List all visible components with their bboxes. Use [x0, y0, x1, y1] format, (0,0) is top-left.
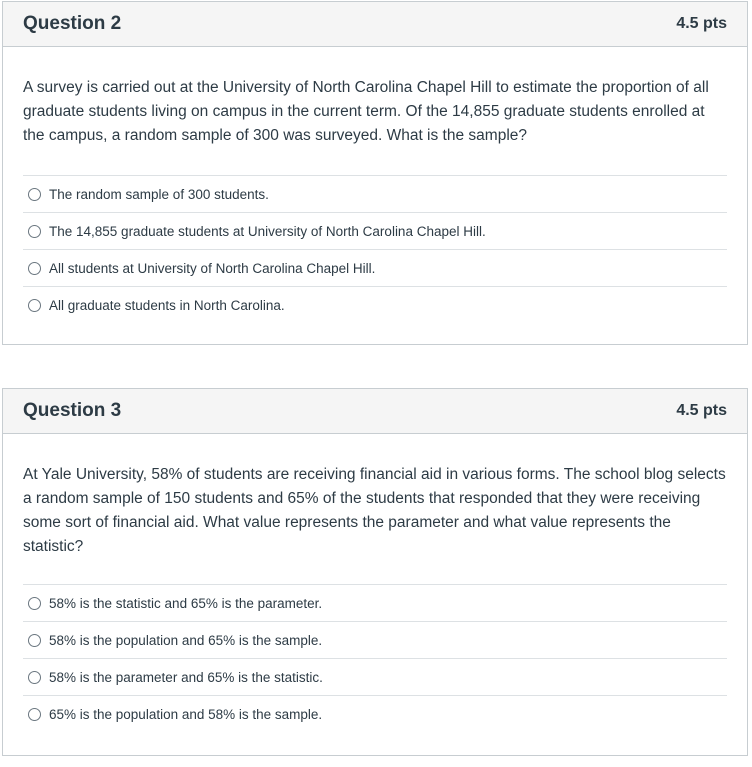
answer-option[interactable]: [23, 176, 727, 213]
answer-option[interactable]: [23, 287, 727, 324]
answer-label[interactable]: All graduate students in North Carolina.: [49, 298, 285, 313]
answer-option[interactable]: [23, 696, 727, 733]
question-points: 4.5 pts: [676, 402, 727, 419]
radio-button[interactable]: [28, 225, 41, 238]
radio-button[interactable]: [28, 299, 41, 312]
question-card-2: [2, 1, 748, 345]
question-points: 4.5 pts: [676, 15, 727, 32]
question-text: A survey is carried out at the University of North Carolina Chapel Hill to estimate the proportion of all graduate students living on campus in the current term. Of the 14,855 graduate students enrolled at the campus, a random sample of 300 was surveyed. What is the sample?: [23, 79, 709, 144]
answer-option[interactable]: [23, 622, 727, 659]
question-text: At Yale University, 58% of students are receiving financial aid in various forms. The school blog selects a random sample of 150 students and 65% of the students that responded that they were receiving some sort of financial aid. What value represents the parameter and what value represents the statistic?: [23, 466, 726, 555]
question-body: [3, 434, 747, 733]
answer-label[interactable]: The 14,855 graduate students at University of North Carolina Chapel Hill.: [49, 223, 486, 239]
answer-label[interactable]: 58% is the statistic and 65% is the parameter.: [49, 595, 323, 611]
answer-label[interactable]: 58% is the population and 65% is the sample.: [49, 632, 323, 648]
answer-label[interactable]: 65% is the population and 58% is the sample.: [49, 707, 323, 722]
answer-list: [23, 175, 727, 324]
answer-list: [23, 584, 727, 733]
question-header: [3, 2, 747, 47]
radio-button[interactable]: [28, 262, 41, 275]
answer-option[interactable]: [23, 213, 727, 250]
radio-button[interactable]: [28, 597, 41, 610]
answer-option[interactable]: [23, 585, 727, 622]
question-title: Question 3: [23, 400, 122, 421]
answer-option[interactable]: [23, 659, 727, 696]
answer-option[interactable]: [23, 250, 727, 287]
answer-label[interactable]: 58% is the parameter and 65% is the statistic.: [49, 669, 323, 685]
question-card-3: [2, 388, 748, 756]
radio-button[interactable]: [28, 634, 41, 647]
answer-label[interactable]: The random sample of 300 students.: [49, 186, 269, 202]
radio-button[interactable]: [28, 708, 41, 721]
question-title: Question 2: [23, 13, 122, 34]
answer-label[interactable]: All students at University of North Carolina Chapel Hill.: [49, 260, 376, 276]
question-body: [3, 47, 747, 324]
question-header: [3, 389, 747, 434]
radio-button[interactable]: [28, 188, 41, 201]
radio-button[interactable]: [28, 671, 41, 684]
